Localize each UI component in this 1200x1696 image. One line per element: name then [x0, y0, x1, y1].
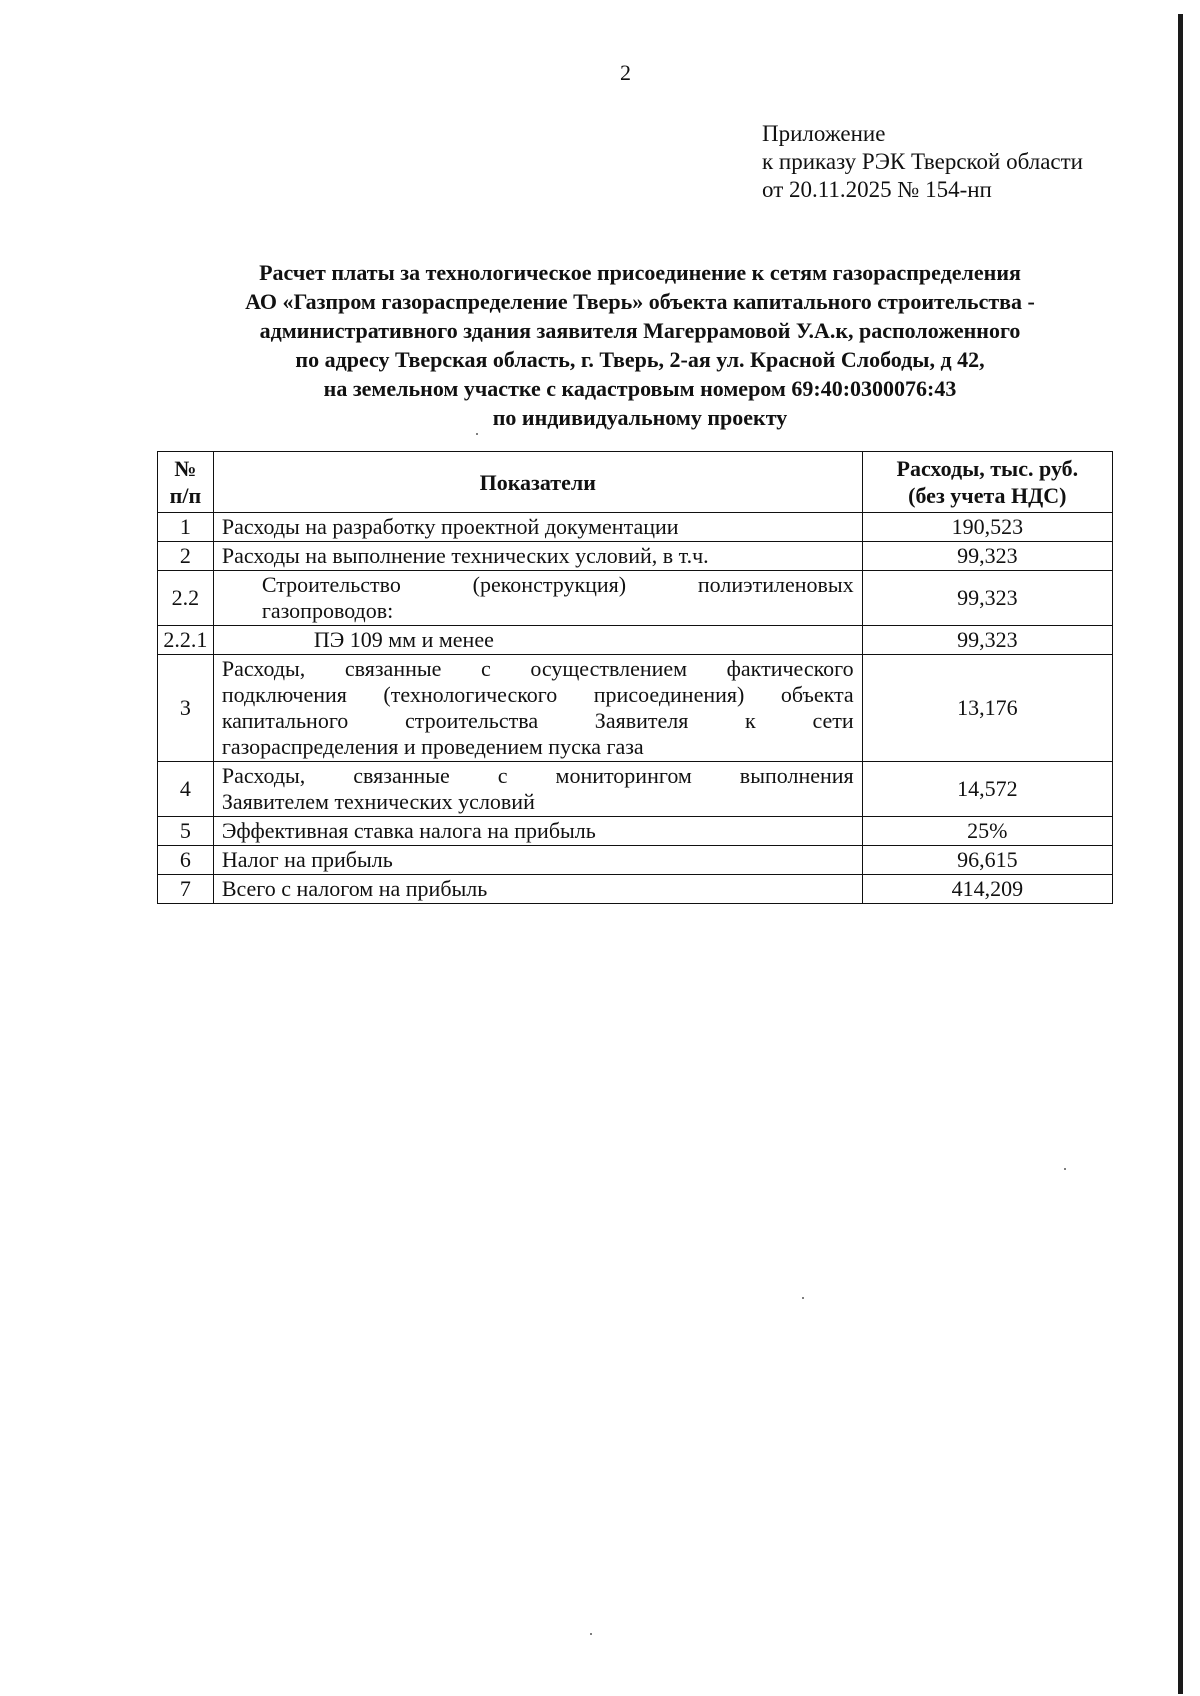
row-indicator [213, 571, 862, 626]
row-number: 3 [158, 655, 214, 762]
row-number: 1 [158, 513, 214, 542]
title-line-6: по индивидуальному проекту [492, 405, 788, 430]
row-value: 99,323 [862, 626, 1112, 655]
table-header-row [158, 452, 1113, 513]
scan-edge-line [1178, 14, 1183, 1694]
table-row [158, 542, 1113, 571]
row-indicator-line-4: газораспределения и проведением пуска газа [221, 734, 644, 759]
row-number: 4 [158, 762, 214, 817]
table-row [158, 626, 1113, 655]
row-value: 96,615 [862, 846, 1112, 875]
row-value: 25% [862, 817, 1112, 846]
document-title [120, 258, 1160, 432]
table-row [158, 875, 1113, 904]
row-indicator: Налог на прибыль [213, 846, 862, 875]
row-value: 13,176 [862, 655, 1112, 762]
header-number [158, 452, 214, 513]
header-costs [862, 452, 1112, 513]
row-indicator-line-3: капитального строительства Заявителя к сети [221, 708, 854, 733]
row-number: 2 [158, 542, 214, 571]
row-indicator: Всего с налогом на прибыль [213, 875, 862, 904]
appendix-block [762, 120, 1083, 204]
row-indicator-line-2: подключения (технологического присоединения) объекта [221, 682, 854, 707]
row-indicator-line-1: Расходы, связанные с мониторингом выполнения [221, 763, 854, 788]
row-indicator: Расходы на выполнение технических условий, в т.ч. [213, 542, 862, 571]
appendix-line-3: от 20.11.2025 № 154-нп [762, 177, 992, 202]
row-indicator: ПЭ 109 мм и менее [213, 626, 862, 655]
scan-speck [476, 433, 478, 435]
row-number: 2.2 [158, 571, 214, 626]
table-row [158, 817, 1113, 846]
title-line-3: административного здания заявителя Магеррамовой У.А.к, расположенного [259, 318, 1021, 343]
row-value: 99,323 [862, 571, 1112, 626]
scan-speck [590, 1633, 592, 1635]
table-row [158, 846, 1113, 875]
row-indicator: Расходы на разработку проектной документации [213, 513, 862, 542]
row-indicator [213, 762, 862, 817]
table-row [158, 571, 1113, 626]
title-line-4: по адресу Тверская область, г. Тверь, 2-ая ул. Красной Слободы, д 42, [295, 347, 985, 372]
title-line-5: на земельном участке с кадастровым номером 69:40:0300076:43 [323, 376, 957, 401]
header-costs-line-1: Расходы, тыс. руб. [896, 456, 1079, 481]
header-number-line-1: № [174, 456, 197, 481]
row-value: 190,523 [862, 513, 1112, 542]
header-costs-line-2: (без учета НДС) [908, 483, 1067, 508]
header-number-line-2: п/п [169, 483, 202, 508]
row-number: 5 [158, 817, 214, 846]
row-value: 14,572 [862, 762, 1112, 817]
page-number: 2 [620, 60, 631, 85]
title-line-1: Расчет платы за технологическое присоединение к сетям газораспределения [259, 260, 1021, 285]
row-indicator: Эффективная ставка налога на прибыль [213, 817, 862, 846]
appendix-line-2: к приказу РЭК Тверской области [762, 149, 1083, 174]
row-indicator [213, 655, 862, 762]
scan-speck [1064, 1168, 1066, 1170]
title-line-2: АО «Газпром газораспределение Тверь» объекта капитального строительства - [245, 289, 1035, 314]
table-row [158, 655, 1113, 762]
appendix-line-1: Приложение [762, 121, 886, 146]
cost-table [157, 451, 1113, 904]
row-number: 7 [158, 875, 214, 904]
scan-speck [802, 1297, 804, 1299]
row-value: 414,209 [862, 875, 1112, 904]
table-row [158, 513, 1113, 542]
row-number: 2.2.1 [158, 626, 214, 655]
header-indicators: Показатели [213, 452, 862, 513]
row-indicator-line-2: Заявителем технических условий [221, 789, 535, 814]
table-row [158, 762, 1113, 817]
row-number: 6 [158, 846, 214, 875]
row-indicator-line-2: газопроводов: [261, 598, 394, 623]
row-value: 99,323 [862, 542, 1112, 571]
row-indicator-line-1: Строительство (реконструкция) полиэтиленовых [261, 572, 854, 597]
row-indicator-line-1: Расходы, связанные с осуществлением фактического [221, 656, 854, 681]
